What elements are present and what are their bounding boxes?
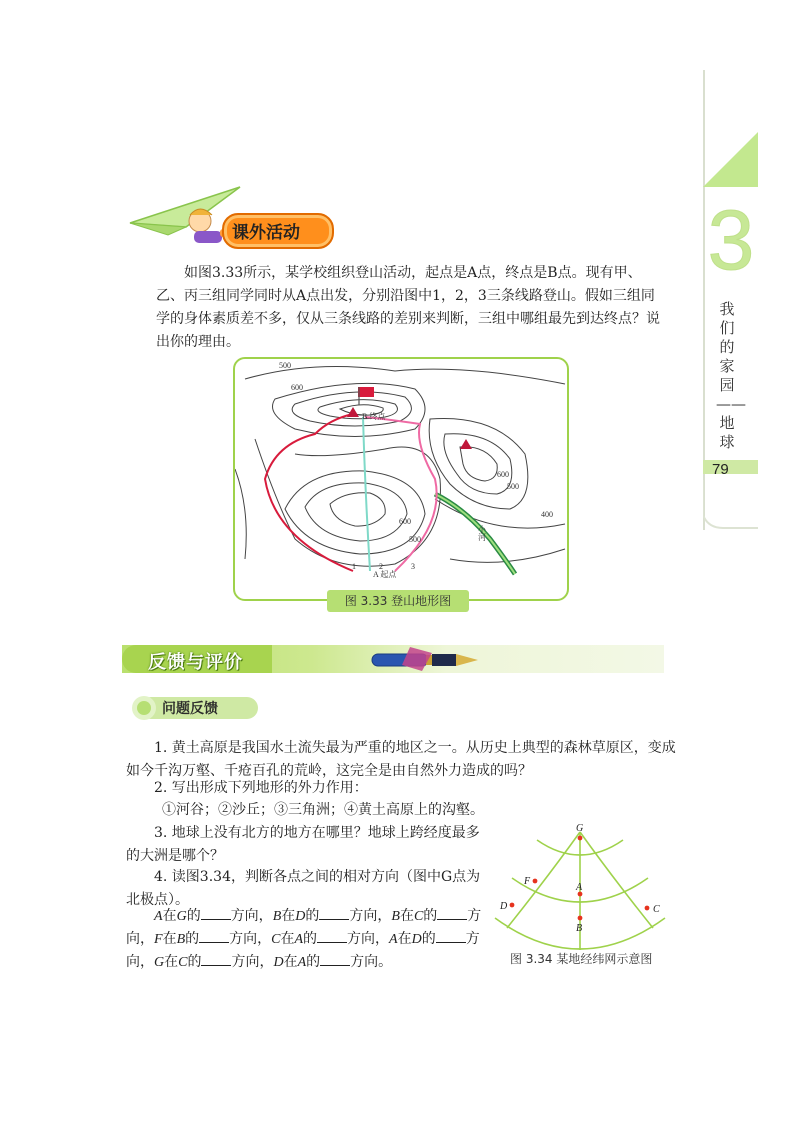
meridian-right bbox=[580, 832, 653, 928]
contour-label-500-right: 500 bbox=[507, 482, 519, 491]
figure-graticule bbox=[487, 818, 687, 950]
point-label-c: C bbox=[653, 904, 660, 915]
fill-item-2: B在D的 方向， bbox=[273, 908, 392, 924]
fill-item-8: D在A的 方向。 bbox=[273, 954, 392, 970]
chapter-number: 3 bbox=[707, 193, 755, 287]
fill-item-4: F在B的 方向， bbox=[154, 931, 271, 947]
point-label-f: F bbox=[524, 876, 531, 887]
point-label-g: G bbox=[576, 823, 584, 834]
answer-blank[interactable] bbox=[317, 928, 347, 943]
contour-label-600-right: 600 bbox=[497, 470, 509, 479]
route-3 bbox=[365, 417, 437, 571]
contour-map bbox=[235, 359, 567, 599]
answer-blank[interactable] bbox=[199, 928, 229, 943]
answer-blank[interactable] bbox=[437, 905, 467, 920]
contour-label-600-lower: 600 bbox=[399, 517, 411, 526]
route-1 bbox=[265, 414, 353, 571]
point-label-b: B bbox=[576, 923, 583, 934]
point-label-a: A bbox=[576, 882, 583, 893]
question-4: 4. 读图3.34，判断各点之间的相对方向（图中G点为北极点）。 bbox=[126, 869, 481, 908]
answer-blank[interactable] bbox=[320, 951, 350, 966]
fill-item-6: A在D的 方向， bbox=[126, 931, 480, 970]
fill-item-1: A在G的 方向， bbox=[154, 908, 273, 924]
route-label-2: 2 bbox=[379, 562, 383, 571]
figure-333-caption: 图 3.33 登山地形图 bbox=[344, 594, 452, 608]
contour-label-600: 600 bbox=[291, 383, 303, 392]
meridian-left bbox=[507, 832, 580, 928]
question-bullet-icon bbox=[130, 694, 158, 722]
river-label: 小河 bbox=[477, 525, 487, 541]
page-number: 79 bbox=[712, 461, 729, 478]
answer-blank[interactable] bbox=[319, 905, 349, 920]
activity-paragraph: 如图3.33所示，某学校组织登山活动，起点是A点，终点是B点。现有甲、乙、丙三组同学同时从A点出发，分别沿图中1，2，3三条线路登山。假如三组同学的身体素质差不多，仅从三条线路的差别来判断，三组中哪组最先到达终点？说出你的理由。 bbox=[156, 265, 660, 350]
fill-item-5: C在A的 方向， bbox=[271, 931, 389, 947]
side-tab-bottom-decoration bbox=[703, 480, 758, 530]
answer-blank[interactable] bbox=[436, 928, 466, 943]
chapter-title: 我们的家园——地球 bbox=[716, 300, 746, 451]
answer-blank[interactable] bbox=[201, 951, 231, 966]
start-point-label: A 起点 bbox=[373, 570, 397, 579]
question-1: 1. 黄土高原是我国水土流失最为严重的地区之一。从历史上典型的森林草原区，变成如今千沟万壑、千疮百孔的荒岭，这完全是由自然外力造成的吗？ bbox=[126, 740, 676, 779]
figure-334-caption: 图 3.34 某地经纬网示意图 bbox=[510, 952, 653, 966]
question-feedback-title: 问题反馈 bbox=[162, 701, 218, 717]
route-2 bbox=[363, 417, 370, 571]
route-label-1: 1 bbox=[352, 562, 356, 571]
fill-item-7: G在C的 方向， bbox=[154, 954, 273, 970]
contour-label-400: 400 bbox=[541, 510, 553, 519]
chapter-corner-triangle bbox=[703, 132, 758, 188]
contour-label-500: 500 bbox=[279, 361, 291, 370]
question-2-items: ①河谷；②沙丘；③三角洲；④黄土高原上的沟壑。 bbox=[162, 802, 484, 818]
activity-title: 课外活动 bbox=[232, 223, 300, 243]
end-point-label: B 终点 bbox=[362, 412, 386, 421]
fill-item-3: B在C的 方向， bbox=[126, 908, 481, 947]
route-label-3: 3 bbox=[411, 562, 415, 571]
contour-label-500-lower: 500 bbox=[409, 535, 421, 544]
question-4-fill-in bbox=[126, 905, 486, 974]
point-label-d: D bbox=[500, 901, 508, 912]
feedback-title: 反馈与评价 bbox=[148, 652, 243, 673]
answer-blank[interactable] bbox=[201, 905, 231, 920]
fountain-pen-icon bbox=[370, 645, 482, 675]
question-3: 3. 地球上没有北方的地方在哪里？地球上跨经度最多的大洲是哪个？ bbox=[126, 825, 480, 864]
question-2: 2. 写出形成下列地形的外力作用： bbox=[154, 780, 368, 796]
figure-topographic-map bbox=[233, 357, 569, 601]
